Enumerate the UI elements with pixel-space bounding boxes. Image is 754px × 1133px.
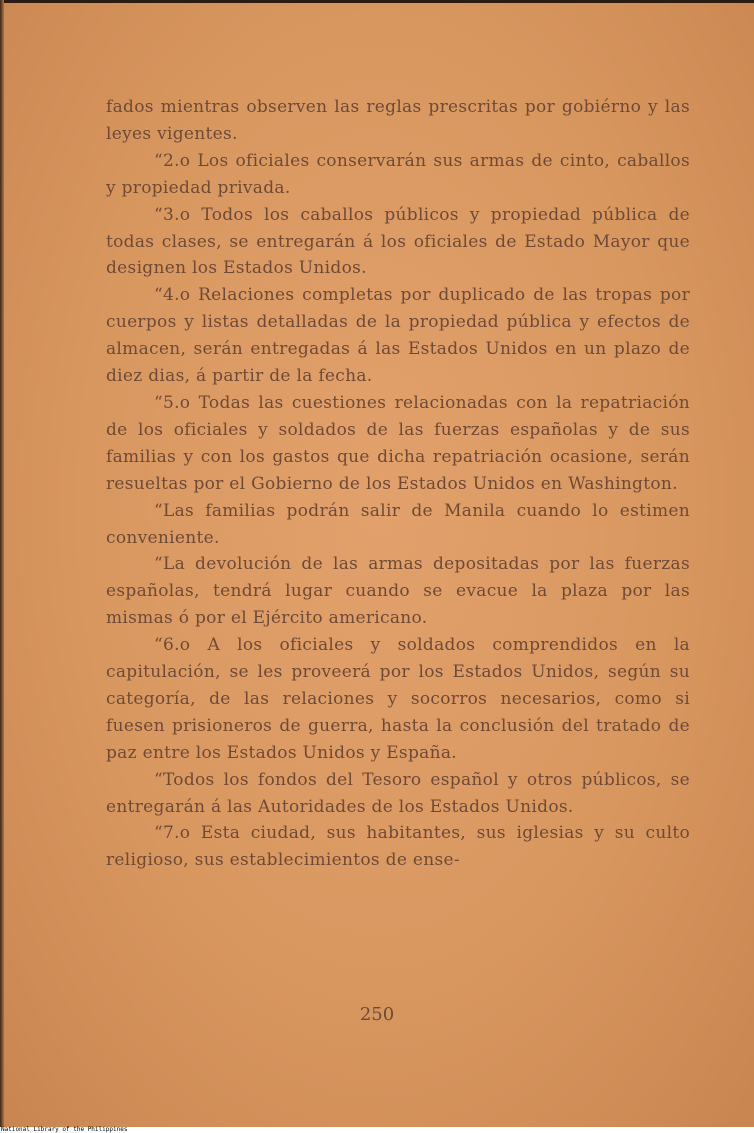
paragraph-3: “3.o Todos los caballos públicos y propiedad pública de todas clases, se entregarán á los oficiales de Estado Mayor que designen los Estados Unidos. [106, 204, 690, 279]
paragraph-1: fados mientras observen las reglas prescritas por gobiérno y las leyes vigentes. [106, 97, 690, 144]
paragraph-5: “5.o Todas las cuestiones relacionadas con la repatriación de los oficiales y soldados de las fuerzas españolas y de sus familias y con los gastos que dicha repatriación ocasione, serán resueltas por el Gobierno de los Estados Unidos en Washington. [106, 392, 690, 494]
paragraph-8: “6.o A los oficiales y soldados comprendidos en la capitulación, se les proveerá por los Estados Unidos, según su categoría, de las relaciones y socorros necesarios, como si fuesen prisioneros de guerra, hasta la conclusión del tratado de paz entre los Estados Unidos y España. [106, 635, 690, 763]
paragraph-6: “Las familias podrán salir de Manila cuando lo estimen conveniente. [106, 500, 690, 548]
footer-bar [0, 1127, 754, 1133]
paragraph-2: “2.o Los oficiales conservarán sus armas de cinto, caballos y propiedad privada. [106, 150, 690, 198]
footer-credit: National Library of the Philippines [1, 1126, 128, 1133]
paragraph-4: “4.o Relaciones completas por duplicado de las tropas por cuerpos y listas detalladas de la propiedad pública y efectos de almacen, serán entregadas á las Estados Unidos en un plazo de diez dias, á partir de la fecha. [106, 285, 690, 387]
page-number: 250 [359, 1004, 395, 1025]
paragraph-10: “7.o Esta ciudad, sus habitantes, sus iglesias y su culto religioso, sus establecimientos de ense- [106, 823, 690, 871]
paragraph-7: “La devolución de las armas depositadas por las fuerzas españolas, tendrá lugar cuando se evacue la plaza por las mismas ó por el Ejército americano. [106, 554, 690, 629]
body-text [106, 94, 690, 874]
page-binding-edge [0, 0, 4, 1127]
page-top-edge [0, 0, 754, 3]
paragraph-9: “Todos los fondos del Tesoro español y otros públicos, se entregarán á las Autoridades de los Estados Unidos. [106, 769, 690, 817]
